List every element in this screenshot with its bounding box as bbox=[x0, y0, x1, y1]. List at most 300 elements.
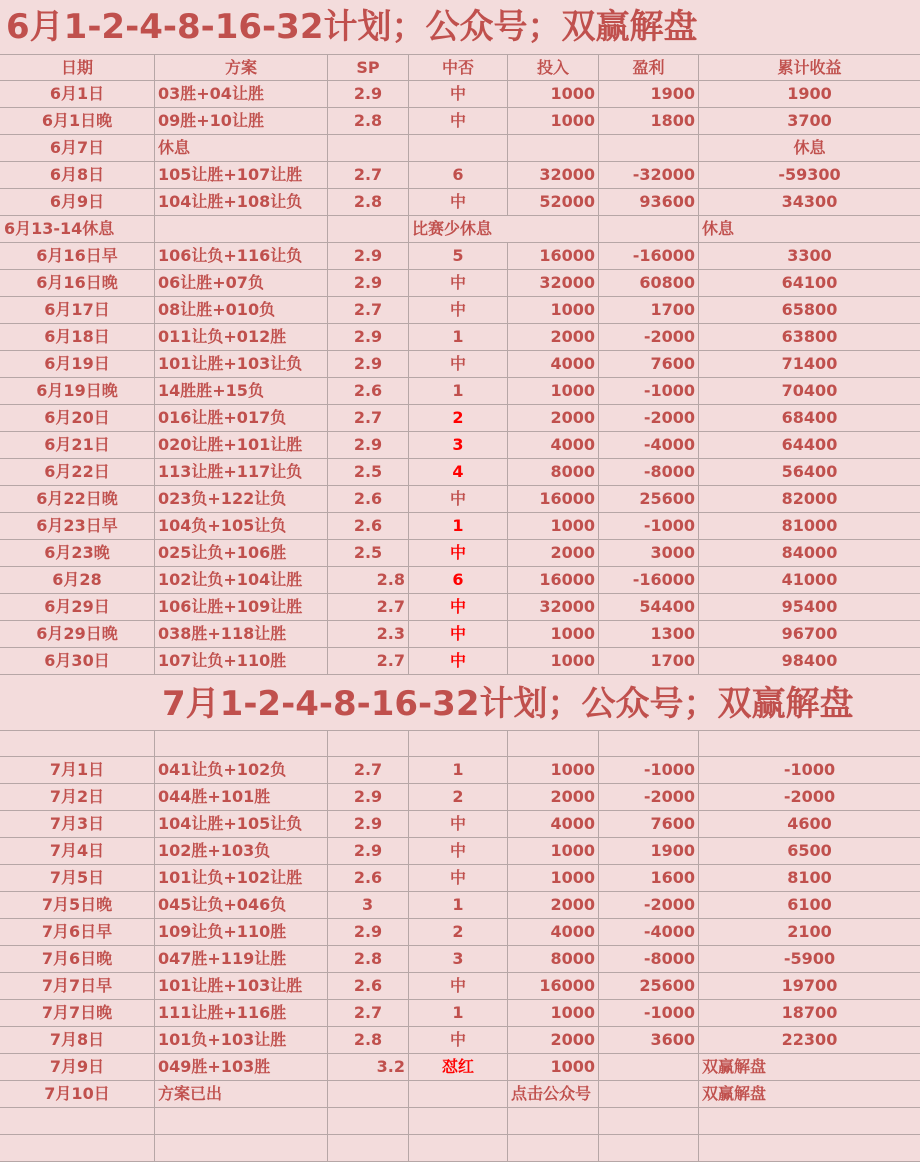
cell-stake: 点击公众号 bbox=[508, 1081, 599, 1108]
cell-stake: 1000 bbox=[508, 378, 599, 405]
cell-stake: 1000 bbox=[508, 1054, 599, 1081]
table-row bbox=[0, 1000, 920, 1027]
header-total: 累计收益 bbox=[777, 58, 842, 77]
cell-stake: 1000 bbox=[508, 513, 599, 540]
cell-profit: 1800 bbox=[599, 108, 699, 135]
blank-row bbox=[0, 1135, 920, 1162]
cell-date: 6月16日早 bbox=[0, 243, 155, 270]
table-row bbox=[0, 919, 920, 946]
cell-total: 82000 bbox=[781, 489, 838, 508]
cell-date: 6月17日 bbox=[0, 297, 155, 324]
cell-sp: 2.9 bbox=[328, 324, 409, 351]
cell-plan: 101让胜+103让胜 bbox=[155, 973, 328, 1000]
blank-cell bbox=[155, 1108, 328, 1135]
cell-sp: 2.6 bbox=[328, 973, 409, 1000]
cell-profit: 1600 bbox=[599, 865, 699, 892]
table-row bbox=[0, 324, 920, 351]
header-stake: 投入 bbox=[508, 55, 599, 82]
blank-cell bbox=[699, 1108, 920, 1135]
cell-profit: 93600 bbox=[599, 189, 699, 216]
table-row-july-10 bbox=[0, 1081, 920, 1108]
blank-cell bbox=[699, 1135, 920, 1162]
table-row bbox=[0, 540, 920, 567]
cell-hit: 中 bbox=[409, 270, 508, 297]
cell-stake: 32000 bbox=[508, 162, 599, 189]
cell-sp bbox=[328, 216, 409, 243]
cell-total: 1900 bbox=[787, 84, 832, 103]
cell-hit: 中 bbox=[409, 838, 508, 865]
cell-hit: 2 bbox=[409, 919, 508, 946]
cell-stake: 16000 bbox=[508, 486, 599, 513]
cell-plan: 038胜+118让胜 bbox=[155, 621, 328, 648]
cell-profit: -8000 bbox=[599, 946, 699, 973]
table-row bbox=[0, 243, 920, 270]
cell-date: 6月29日晚 bbox=[0, 621, 155, 648]
cell-profit: 1900 bbox=[599, 81, 699, 108]
cell-profit: -2000 bbox=[599, 405, 699, 432]
cell-stake: 1000 bbox=[508, 865, 599, 892]
blank-cell bbox=[0, 1135, 155, 1162]
cell-sp: 2.8 bbox=[328, 946, 409, 973]
cell-date: 7月6日晚 bbox=[0, 946, 155, 973]
cell-stake: 16000 bbox=[508, 973, 599, 1000]
cell-stake: 8000 bbox=[508, 946, 599, 973]
cell-profit: -2000 bbox=[599, 784, 699, 811]
table-row bbox=[0, 811, 920, 838]
table-row bbox=[0, 270, 920, 297]
table-row bbox=[0, 459, 920, 486]
cell-plan: 03胜+04让胜 bbox=[155, 81, 328, 108]
cell-total: 81000 bbox=[781, 516, 838, 535]
blank-cell bbox=[599, 1108, 699, 1135]
cell-date: 7月5日 bbox=[0, 865, 155, 892]
cell-date: 6月21日 bbox=[0, 432, 155, 459]
blank-cell bbox=[328, 1108, 409, 1135]
cell-stake: 4000 bbox=[508, 432, 599, 459]
cell-hit: 2 bbox=[409, 405, 508, 432]
header-row bbox=[0, 54, 920, 81]
cell-plan: 101让负+102让胜 bbox=[155, 865, 328, 892]
cell-sp: 2.7 bbox=[328, 405, 409, 432]
cell-date: 7月4日 bbox=[0, 838, 155, 865]
cell-plan: 14胜胜+15负 bbox=[155, 378, 328, 405]
table-row bbox=[0, 946, 920, 973]
cell-sp: 3.2 bbox=[328, 1054, 409, 1081]
cell-hit: 中 bbox=[409, 297, 508, 324]
july-plan-title: 7月1-2-4-8-16-32计划；公众号；双赢解盘 bbox=[162, 684, 854, 724]
table-row bbox=[0, 432, 920, 459]
cell-plan: 06让胜+07负 bbox=[155, 270, 328, 297]
cell-plan: 045让负+046负 bbox=[155, 892, 328, 919]
cell-hit: 中 bbox=[409, 108, 508, 135]
cell-profit bbox=[599, 216, 699, 243]
cell-profit: 7600 bbox=[599, 811, 699, 838]
blank-row bbox=[0, 1108, 920, 1135]
cell-sp: 2.9 bbox=[328, 243, 409, 270]
cell-plan: 049胜+103胜 bbox=[155, 1054, 328, 1081]
cell-plan: 104让胜+105让负 bbox=[155, 811, 328, 838]
cell-profit: -2000 bbox=[599, 324, 699, 351]
table-row bbox=[0, 81, 920, 108]
cell-stake: 8000 bbox=[508, 459, 599, 486]
cell-plan: 102让负+104让胜 bbox=[155, 567, 328, 594]
cell-date: 6月9日 bbox=[0, 189, 155, 216]
cell-total: 96700 bbox=[781, 624, 838, 643]
table-row bbox=[0, 594, 920, 621]
cell-total: 71400 bbox=[781, 354, 838, 373]
cell-hit: 中 bbox=[409, 811, 508, 838]
cell-total: 63800 bbox=[781, 327, 838, 346]
blank-cell bbox=[699, 731, 920, 758]
cell-profit: 3600 bbox=[599, 1027, 699, 1054]
rest-note: 比赛少休息 bbox=[409, 216, 599, 243]
cell-hit: 中 bbox=[409, 486, 508, 513]
cell-hit: 5 bbox=[409, 243, 508, 270]
cell-date: 6月23晚 bbox=[0, 540, 155, 567]
cell-profit: 25600 bbox=[599, 486, 699, 513]
blank-cell bbox=[508, 1108, 599, 1135]
cell-sp: 2.7 bbox=[328, 162, 409, 189]
cell-sp: 2.6 bbox=[328, 513, 409, 540]
cell-total: 4600 bbox=[787, 814, 832, 833]
cell-hit: 6 bbox=[409, 162, 508, 189]
cell-stake: 1000 bbox=[508, 297, 599, 324]
table-row bbox=[0, 892, 920, 919]
cell-date: 7月6日早 bbox=[0, 919, 155, 946]
cell-sp: 2.9 bbox=[328, 81, 409, 108]
cell-profit: 1300 bbox=[599, 621, 699, 648]
cell-plan bbox=[155, 216, 328, 243]
cell-sp bbox=[328, 1081, 409, 1108]
cell-profit: -1000 bbox=[599, 757, 699, 784]
cell-profit: -32000 bbox=[599, 162, 699, 189]
cell-total: 6100 bbox=[787, 895, 832, 914]
cell-plan: 011让负+012胜 bbox=[155, 324, 328, 351]
table-row bbox=[0, 189, 920, 216]
cell-hit: 中 bbox=[409, 81, 508, 108]
cell-total: 56400 bbox=[781, 462, 838, 481]
cell-hit: 1 bbox=[409, 513, 508, 540]
cell-plan: 105让胜+107让胜 bbox=[155, 162, 328, 189]
cell-profit: -4000 bbox=[599, 919, 699, 946]
cell-plan: 025让负+106胜 bbox=[155, 540, 328, 567]
blank-cell bbox=[155, 1135, 328, 1162]
table-row bbox=[0, 135, 920, 162]
cell-plan: 020让胜+101让胜 bbox=[155, 432, 328, 459]
cell-sp: 2.6 bbox=[328, 865, 409, 892]
cell-plan: 休息 bbox=[155, 135, 328, 162]
cell-hit: 中 bbox=[409, 621, 508, 648]
cell-plan: 101负+103让胜 bbox=[155, 1027, 328, 1054]
cell-sp: 2.8 bbox=[328, 567, 409, 594]
cell-date: 6月20日 bbox=[0, 405, 155, 432]
cell-sp bbox=[328, 135, 409, 162]
cell-hit: 中 bbox=[409, 540, 508, 567]
table-row bbox=[0, 973, 920, 1000]
cell-plan: 023负+122让负 bbox=[155, 486, 328, 513]
cell-plan: 047胜+119让胜 bbox=[155, 946, 328, 973]
cell-sp: 2.8 bbox=[328, 108, 409, 135]
cell-total: -1000 bbox=[783, 760, 836, 779]
header-date: 日期 bbox=[0, 55, 155, 82]
cell-profit: -16000 bbox=[599, 243, 699, 270]
cell-stake bbox=[508, 135, 599, 162]
blank-cell bbox=[409, 1135, 508, 1162]
table-row bbox=[0, 865, 920, 892]
cell-total: 3300 bbox=[787, 246, 832, 265]
rest-total: 休息 bbox=[702, 219, 735, 238]
table-row bbox=[0, 378, 920, 405]
cell-stake: 32000 bbox=[508, 594, 599, 621]
cell-plan: 102胜+103负 bbox=[155, 838, 328, 865]
cell-hit: 6 bbox=[409, 567, 508, 594]
cell-hit: 3 bbox=[409, 946, 508, 973]
cell-hit: 中 bbox=[409, 1027, 508, 1054]
cell-hit: 3 bbox=[409, 432, 508, 459]
cell-stake: 1000 bbox=[508, 757, 599, 784]
table-row bbox=[0, 784, 920, 811]
cell-date: 7月2日 bbox=[0, 784, 155, 811]
cell-sp: 2.3 bbox=[328, 621, 409, 648]
blank-cell bbox=[328, 1135, 409, 1162]
cell-total: 19700 bbox=[781, 976, 838, 995]
blank-cell bbox=[328, 731, 409, 758]
cell-date: 6月1日晚 bbox=[0, 108, 155, 135]
cell-total: -59300 bbox=[778, 165, 841, 184]
cell-date: 6月22日晚 bbox=[0, 486, 155, 513]
cell-stake: 2000 bbox=[508, 892, 599, 919]
cell-total: 95400 bbox=[781, 597, 838, 616]
cell-total: 34300 bbox=[781, 192, 838, 211]
cell-date: 7月10日 bbox=[0, 1081, 155, 1108]
cell-total: 8100 bbox=[787, 868, 832, 887]
cell-hit: 中 bbox=[409, 594, 508, 621]
cell-sp: 2.9 bbox=[328, 811, 409, 838]
cell-plan: 041让负+102负 bbox=[155, 757, 328, 784]
cell-plan: 113让胜+117让负 bbox=[155, 459, 328, 486]
cell-profit bbox=[599, 1081, 699, 1108]
cell-date: 6月23日早 bbox=[0, 513, 155, 540]
cell-total: 84000 bbox=[781, 543, 838, 562]
cell-profit: 54400 bbox=[599, 594, 699, 621]
table-row bbox=[0, 108, 920, 135]
cell-sp: 2.9 bbox=[328, 919, 409, 946]
cell-hit: 4 bbox=[409, 459, 508, 486]
cell-sp: 2.7 bbox=[328, 594, 409, 621]
cell-date: 6月7日 bbox=[0, 135, 155, 162]
blank-cell bbox=[0, 731, 155, 758]
table-row bbox=[0, 838, 920, 865]
cell-plan: 106让胜+109让胜 bbox=[155, 594, 328, 621]
cell-stake: 4000 bbox=[508, 351, 599, 378]
cell-hit: 中 bbox=[409, 351, 508, 378]
cell-sp: 2.5 bbox=[328, 540, 409, 567]
cell-stake: 4000 bbox=[508, 919, 599, 946]
cell-stake: 2000 bbox=[508, 784, 599, 811]
cell-total: 64100 bbox=[781, 273, 838, 292]
cell-profit: -1000 bbox=[599, 1000, 699, 1027]
table-row bbox=[0, 405, 920, 432]
cell-total: 2100 bbox=[787, 922, 832, 941]
cell-sp: 2.7 bbox=[328, 648, 409, 675]
cell-stake: 52000 bbox=[508, 189, 599, 216]
cell-stake: 1000 bbox=[508, 1000, 599, 1027]
cell-profit bbox=[599, 1054, 699, 1081]
table-row bbox=[0, 513, 920, 540]
header-hit: 中否 bbox=[409, 55, 508, 82]
cell-total: 18700 bbox=[781, 1003, 838, 1022]
header-sp: SP bbox=[328, 55, 409, 82]
cell-total: 64400 bbox=[781, 435, 838, 454]
header-profit: 盈利 bbox=[599, 55, 699, 82]
cell-hit: 1 bbox=[409, 324, 508, 351]
cell-stake: 2000 bbox=[508, 1027, 599, 1054]
cell-sp: 3 bbox=[328, 892, 409, 919]
cell-stake: 16000 bbox=[508, 243, 599, 270]
cell-date: 7月7日晚 bbox=[0, 1000, 155, 1027]
blank-cell bbox=[409, 731, 508, 758]
cell-date: 7月8日 bbox=[0, 1027, 155, 1054]
cell-total: 41000 bbox=[781, 570, 838, 589]
cell-stake: 1000 bbox=[508, 621, 599, 648]
cell-profit: -2000 bbox=[599, 892, 699, 919]
cell-plan: 101让胜+103让负 bbox=[155, 351, 328, 378]
cell-stake: 16000 bbox=[508, 567, 599, 594]
cell-hit: 中 bbox=[409, 189, 508, 216]
cell-total: 65800 bbox=[781, 300, 838, 319]
cell-date: 6月8日 bbox=[0, 162, 155, 189]
cell-hit: 2 bbox=[409, 784, 508, 811]
table-row bbox=[0, 351, 920, 378]
cell-sp: 2.7 bbox=[328, 1000, 409, 1027]
cell-total: 70400 bbox=[781, 381, 838, 400]
rest-row bbox=[0, 216, 920, 243]
cell-total: 68400 bbox=[781, 408, 838, 427]
cell-plan: 106让负+116让负 bbox=[155, 243, 328, 270]
cell-date: 6月16日晚 bbox=[0, 270, 155, 297]
cell-date: 7月9日 bbox=[0, 1054, 155, 1081]
cell-total: 22300 bbox=[781, 1030, 838, 1049]
header-plan: 方案 bbox=[155, 55, 328, 82]
cell-stake: 1000 bbox=[508, 838, 599, 865]
cell-profit: 60800 bbox=[599, 270, 699, 297]
cell-plan: 08让胜+010负 bbox=[155, 297, 328, 324]
table-row bbox=[0, 162, 920, 189]
table-row-july-9 bbox=[0, 1054, 920, 1081]
blank-cell bbox=[599, 1135, 699, 1162]
cell-stake: 32000 bbox=[508, 270, 599, 297]
cell-date: 7月1日 bbox=[0, 757, 155, 784]
cell-date: 7月7日早 bbox=[0, 973, 155, 1000]
cell-date: 6月30日 bbox=[0, 648, 155, 675]
cell-profit: -8000 bbox=[599, 459, 699, 486]
cell-date: 6月19日晚 bbox=[0, 378, 155, 405]
cell-stake: 1000 bbox=[508, 108, 599, 135]
cell-profit: 3000 bbox=[599, 540, 699, 567]
cell-profit: -4000 bbox=[599, 432, 699, 459]
cell-sp: 2.6 bbox=[328, 486, 409, 513]
cell-plan: 111让胜+116胜 bbox=[155, 1000, 328, 1027]
blank-cell bbox=[508, 1135, 599, 1162]
cell-sp: 2.5 bbox=[328, 459, 409, 486]
cell-date: 7月5日晚 bbox=[0, 892, 155, 919]
cell-sp: 2.7 bbox=[328, 757, 409, 784]
cell-plan: 09胜+10让胜 bbox=[155, 108, 328, 135]
cell-total: 双赢解盘 bbox=[702, 1084, 767, 1103]
blank-cell bbox=[0, 1108, 155, 1135]
cell-sp: 2.9 bbox=[328, 838, 409, 865]
table-row bbox=[0, 567, 920, 594]
cell-hit bbox=[409, 135, 508, 162]
cell-total: 6500 bbox=[787, 841, 832, 860]
table-row bbox=[0, 1027, 920, 1054]
cell-total: -5900 bbox=[783, 949, 836, 968]
cell-plan: 109让负+110胜 bbox=[155, 919, 328, 946]
cell-sp: 2.7 bbox=[328, 297, 409, 324]
cell-hit: 怼红 bbox=[409, 1054, 508, 1081]
table-row bbox=[0, 486, 920, 513]
cell-hit: 1 bbox=[409, 378, 508, 405]
cell-hit: 中 bbox=[409, 865, 508, 892]
cell-profit: 7600 bbox=[599, 351, 699, 378]
cell-sp: 2.8 bbox=[328, 1027, 409, 1054]
cell-total: 休息 bbox=[793, 138, 826, 157]
table-row bbox=[0, 297, 920, 324]
cell-profit: -1000 bbox=[599, 513, 699, 540]
blank-cell bbox=[409, 1108, 508, 1135]
table-row bbox=[0, 648, 920, 675]
cell-sp: 2.8 bbox=[328, 189, 409, 216]
cell-profit bbox=[599, 135, 699, 162]
cell-total: 98400 bbox=[781, 651, 838, 670]
cell-date: 6月22日 bbox=[0, 459, 155, 486]
cell-plan: 方案已出 bbox=[155, 1081, 328, 1108]
cell-stake: 1000 bbox=[508, 648, 599, 675]
blank-cell bbox=[155, 731, 328, 758]
cell-sp: 2.9 bbox=[328, 432, 409, 459]
cell-date: 7月3日 bbox=[0, 811, 155, 838]
cell-date: 6月29日 bbox=[0, 594, 155, 621]
cell-total: -2000 bbox=[783, 787, 836, 806]
cell-hit: 中 bbox=[409, 648, 508, 675]
cell-total: 双赢解盘 bbox=[702, 1057, 767, 1076]
cell-profit: 1900 bbox=[599, 838, 699, 865]
blank-cell bbox=[599, 731, 699, 758]
cell-hit: 1 bbox=[409, 757, 508, 784]
cell-stake: 4000 bbox=[508, 811, 599, 838]
cell-plan: 107让负+110胜 bbox=[155, 648, 328, 675]
cell-stake: 2000 bbox=[508, 324, 599, 351]
cell-plan: 104让胜+108让负 bbox=[155, 189, 328, 216]
cell-sp: 2.9 bbox=[328, 270, 409, 297]
cell-plan: 044胜+101胜 bbox=[155, 784, 328, 811]
cell-sp: 2.9 bbox=[328, 784, 409, 811]
cell-date: 6月1日 bbox=[0, 81, 155, 108]
cell-plan: 016让胜+017负 bbox=[155, 405, 328, 432]
rest-date: 6月13-14休息 bbox=[0, 216, 155, 243]
cell-hit: 中 bbox=[409, 973, 508, 1000]
cell-profit: 1700 bbox=[599, 648, 699, 675]
cell-profit: 25600 bbox=[599, 973, 699, 1000]
cell-stake: 1000 bbox=[508, 81, 599, 108]
cell-total: 3700 bbox=[787, 111, 832, 130]
cell-profit: -16000 bbox=[599, 567, 699, 594]
cell-hit bbox=[409, 1081, 508, 1108]
cell-date: 6月28 bbox=[0, 567, 155, 594]
june-plan-title: 6月1-2-4-8-16-32计划；公众号；双赢解盘 bbox=[6, 7, 698, 47]
blank-cell bbox=[508, 731, 599, 758]
cell-stake: 2000 bbox=[508, 540, 599, 567]
